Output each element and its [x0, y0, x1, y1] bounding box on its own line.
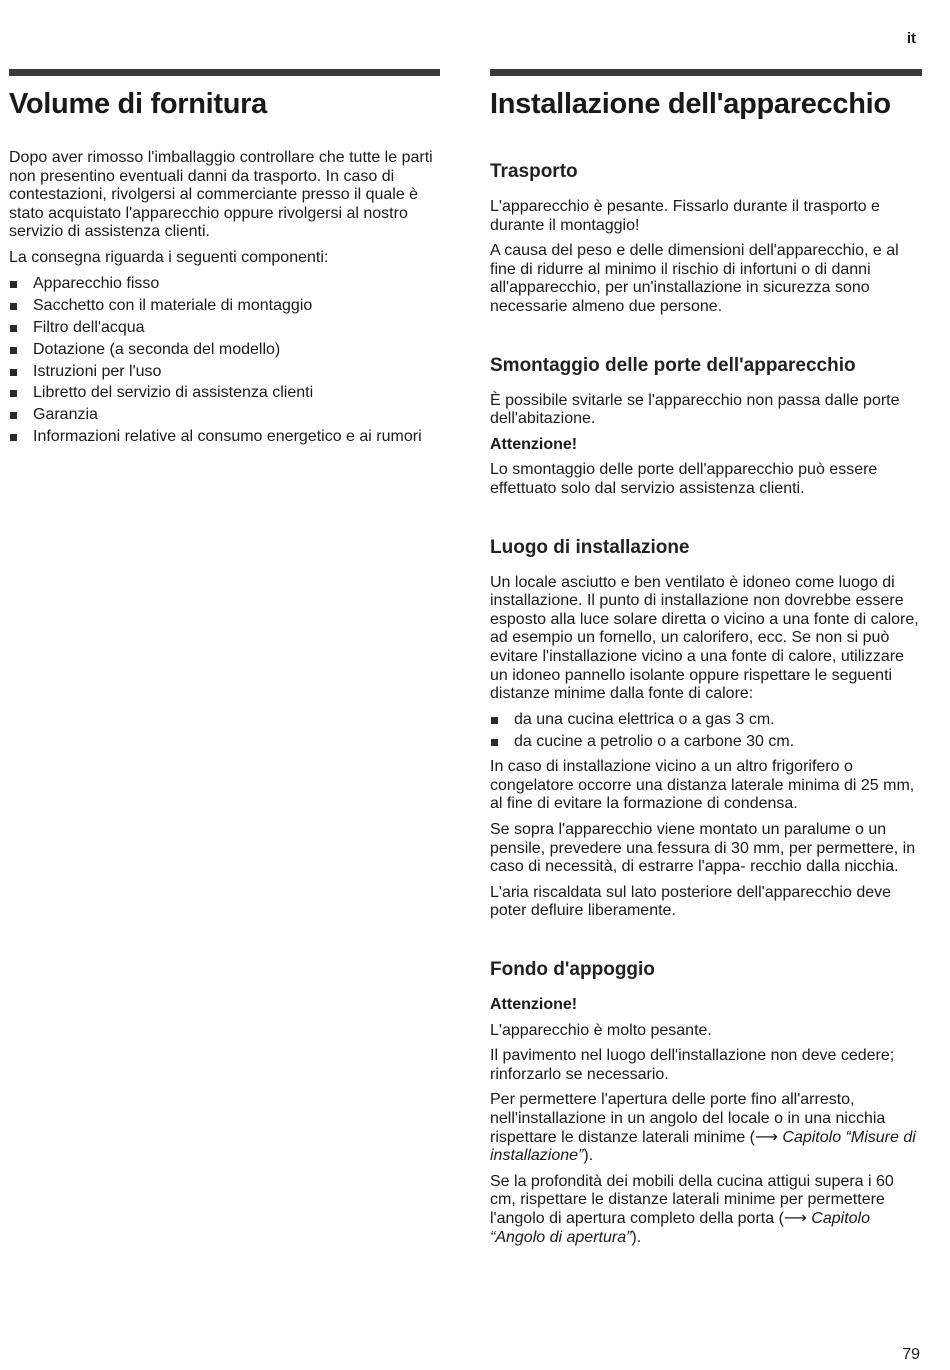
reference-open: (⟶	[778, 1209, 812, 1227]
chapter-reference: Capitolo “Angolo di apertura”	[490, 1209, 870, 1246]
list-item: Garanzia	[9, 406, 440, 425]
section-volume-di-fornitura	[9, 69, 440, 454]
warning-label: Attenzione!	[490, 996, 578, 1014]
section-rule	[490, 69, 922, 76]
chapter-reference: Capitolo “Misure di installazione”	[490, 1128, 916, 1165]
list-item: Sacchetto con il materiale di montaggio	[9, 297, 440, 316]
paragraph	[490, 1091, 922, 1165]
delivery-list	[9, 275, 440, 447]
paragraph	[490, 1173, 922, 1247]
section-rule	[9, 69, 440, 76]
distance-list	[490, 711, 922, 752]
paragraph: L'apparecchio è pesante. Fissarlo durante il trasporto e durante il montaggio!	[490, 198, 880, 234]
paragraph: L'aria riscaldata sul lato posteriore dell'apparecchio deve poter defluire liberamente.	[490, 883, 892, 920]
reference-close: ).	[631, 1228, 642, 1246]
subheading-smontaggio: Smontaggio delle porte dell'apparecchio	[490, 354, 856, 376]
paragraph: In caso di installazione vicino a un altro frigorifero o congelatore occorre una distanza laterale minima di 25 mm, al fine di evitare la formazione di condensa.	[490, 758, 915, 813]
list-item: Filtro dell'acqua	[9, 319, 440, 338]
paragraph: A causa del peso e delle dimensioni dell'apparecchio, e al fine di ridurre al minimo il rischio di infortuni o di danni all'apparecchio, per un'installazione in sicurezza sono necessarie almeno due persone.	[490, 242, 899, 315]
list-item: Informazioni relative al consumo energetico e ai rumori	[9, 428, 440, 447]
section-title: Volume di fornitura	[9, 88, 267, 120]
lead-paragraph: La consegna riguarda i seguenti componenti:	[9, 248, 329, 266]
list-item: Istruzioni per l'uso	[9, 363, 440, 382]
language-code: it	[906, 30, 916, 47]
list-item: Apparecchio fisso	[9, 275, 440, 294]
paragraph-text: Per permettere l'apertura delle porte fino all'arresto, nell'installazione in un angolo del locale o in una nicchia rispettare le distanze laterali minime	[490, 1091, 886, 1146]
reference-open: (⟶	[749, 1128, 783, 1146]
paragraph: Lo smontaggio delle porte dell'apparecchio può essere effettuato solo dal servizio assistenza clienti.	[490, 461, 878, 497]
paragraph: Se sopra l'apparecchio viene montato un paralume o un pensile, prevedere una fessura di 30 mm, per permettere, in caso di necessità, di estrarre l'appa- recchio dalla nicchia.	[490, 821, 916, 876]
page-number: 79	[902, 1346, 920, 1363]
paragraph: Il pavimento nel luogo dell'installazione non deve cedere; rinforzarlo se necessario.	[490, 1047, 895, 1083]
paragraph: Un locale asciutto e ben ventilato è idoneo come luogo di installazione. Il punto di installazione non dovrebbe essere esposto alla luce solare diretta o vicino a una fonte di calore, ad esempio un fornello, un calorifero, ecc. Se non si può evitare l'installazione vicino a una fonte di calore, utilizzare un idoneo pannello isolante oppure rispettare le seguenti distanze minime dalla fonte di calore:	[490, 573, 919, 703]
subheading-trasporto: Trasporto	[490, 161, 578, 182]
paragraph: È possibile svitarle se l'apparecchio non passa dalle porte dell'abitazione.	[490, 391, 900, 428]
paragraph: L'apparecchio è molto pesante.	[490, 1021, 712, 1039]
list-item: Libretto del servizio di assistenza clienti	[9, 384, 440, 403]
subheading-fondo: Fondo d'appoggio	[490, 959, 655, 981]
reference-close: ).	[583, 1147, 594, 1165]
list-item: da cucine a petrolio o a carbone 30 cm.	[490, 733, 922, 752]
subheading-luogo: Luogo di installazione	[490, 536, 690, 558]
section-installazione	[490, 69, 922, 1254]
list-item: Dotazione (a seconda del modello)	[9, 341, 440, 360]
paragraph-text: Se la profondità dei mobili della cucina attigui supera i 60 cm, rispettare le distanze laterali minime per permettere l'angolo di apertura completo della porta	[490, 1172, 894, 1227]
intro-paragraph: Dopo aver rimosso l'imballaggio controllare che tutte le parti non presentino eventuali danni da trasporto. In caso di contestazioni, rivolgersi al commerciante presso il quale è stato acquistato l'apparecchio oppure rivolgersi al nostro servizio di assistenza clienti.	[9, 149, 433, 241]
section-title: Installazione dell'apparecchio	[490, 88, 891, 120]
warning-label: Attenzione!	[490, 435, 578, 453]
list-item: da una cucina elettrica o a gas 3 cm.	[490, 711, 922, 730]
